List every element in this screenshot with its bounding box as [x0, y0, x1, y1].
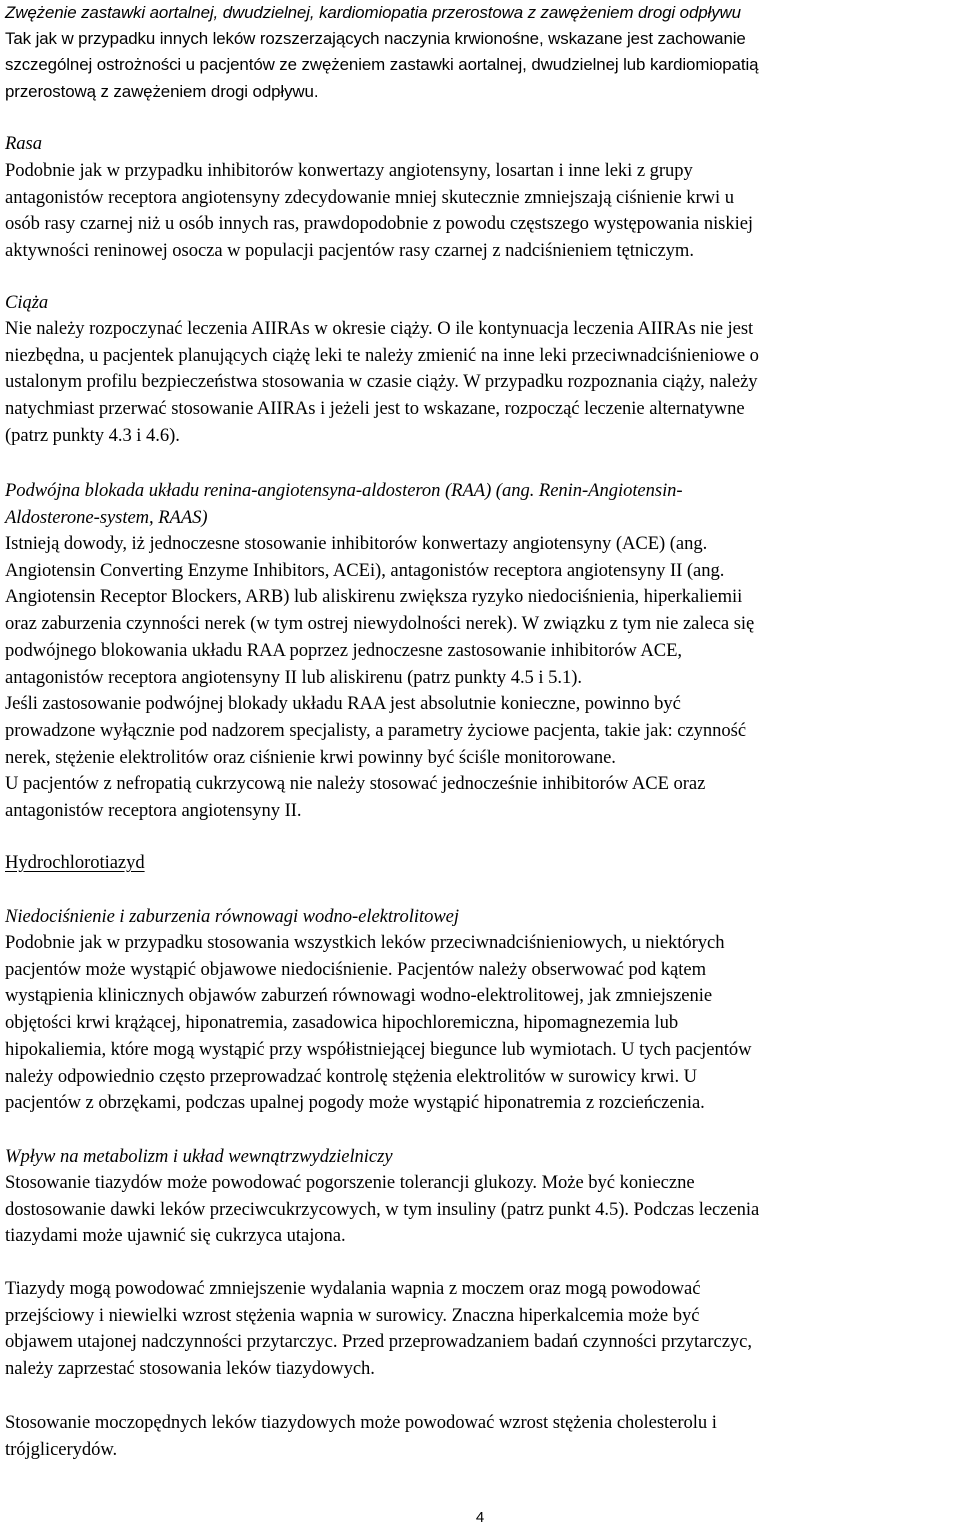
- heading-race: Rasa: [5, 133, 42, 154]
- paragraph-race: Podobnie jak w przypadku inhibitorów konwertazy angiotensyny, losartan i inne leki z grupy antagonistów receptora angiotensyny zdecydowanie mniej skutecznie zmniejszają ciśnienie krwi u osób rasy czarnej niż u osób innych ras, prawdopodobnie z powodu częstszego występowania niskiej aktywności reninowej osocza w populacji pacjentów rasy czarnej z nadciśnieniem tętniczym.: [5, 160, 754, 262]
- heading-aortic-stenosis: Zwężenie zastawki aortalnej, dwudzielnej, kardiomiopatia przerostowa z zawężeniem drogi odpływu: [5, 3, 741, 22]
- heading-hydrochlorothiazide-text: Hydrochlorotiazyd: [5, 852, 145, 873]
- paragraph-pregnancy: Nie należy rozpoczynać leczenia AIIRAs w okresie ciąży. O ile kontynuacja leczenia AIIRAs nie jest niezbędna, u pacjentek planujących ciążę leki te należy zmienić na inne leki przeciwnadciśnieniowe o ustalonym profilu bezpieczeństwa stosowania w czasie ciąży. W przypadku rozpoznania ciąży, należy natychmiast przerwać stosowanie AIIRAs i jeżeli jest to wskazane, rozpocząć leczenie alternatywne (patrz punkty 4.3 i 4.6).: [5, 318, 759, 446]
- heading-metabolism: Wpływ na metabolizm i układ wewnątrzwydzielniczy: [5, 1146, 393, 1167]
- heading-raas-double-blockade: Podwójna blokada układu renina-angiotensyna-aldosteron (RAA) (ang. Renin-Angiotensin- Aldosterone-system, RAAS): [5, 480, 683, 528]
- page-number: 4: [475, 1509, 485, 1526]
- paragraph-aortic-stenosis: Tak jak w przypadku innych leków rozszerzających naczynia krwionośne, wskazane jest zachowanie szczególnej ostrożności u pacjentów ze zwężeniem zastawki aortalnej, dwudzielnej lub kardiomiopatią przerostową z zawężeniem drogi odpływu.: [5, 29, 759, 101]
- heading-hydrochlorothiazide: [5, 850, 957, 877]
- heading-pregnancy: Ciąża: [5, 292, 49, 313]
- paragraph-metabolism-cholesterol: Stosowanie moczopędnych leków tiazydowych może powodować wzrost stężenia cholesterolu i trójglicerydów.: [5, 1412, 717, 1460]
- paragraph-metabolism-glucose: Stosowanie tiazydów może powodować pogorszenie tolerancji glukozy. Może być konieczne dostosowanie dawki leków przeciwcukrzycowych, w tym insuliny (patrz punkt 4.5). Podczas leczenia tiazydami może ujawnić się cukrzyca utajona.: [5, 1172, 760, 1247]
- paragraph-hypotension: Podobnie jak w przypadku stosowania wszystkich leków przeciwnadciśnieniowych, u niektórych pacjentów może wystąpić objawowe niedociśnienie. Pacjentów należy obserwować pod kątem wystąpienia klinicznych objawów zaburzeń równowagi wodno-elektrolitowej, jak zmniejszenie objętości krwi krążącej, hiponatremia, zasadowica hipochloremiczna, hipomagnezemia lub hipokaliemia, które mogą wystąpić przy współistniejącej biegunce lub wymiotach. U tych pacjentów należy odpowiednio często przeprowadzać kontrolę stężenia elektrolitów w surowicy krwi. U pacjentów z obrzękami, podczas upalnej pogody może wystąpić hiponatremia z rozcieńczenia.: [5, 932, 752, 1114]
- paragraph-metabolism-calcium: Tiazydy mogą powodować zmniejszenie wydalania wapnia z moczem oraz mogą powodować przejściowy i niewielki wzrost stężenia wapnia w surowicy. Znaczna hiperkalcemia może być objawem utajonej nadczynności przytarczyc. Przed przeprowadzaniem badań czynności przytarczyc, należy zaprzestać stosowania leków tiazydowych.: [5, 1278, 752, 1380]
- paragraph-raas-double-blockade: Istnieją dowody, iż jednoczesne stosowanie inhibitorów konwertazy angiotensyny (ACE) (ang. Angiotensin Converting Enzyme Inhibitors, ACEi), antagonistów receptora angiotensyny II (ang. Angiotensin Receptor Blockers, ARB) lub aliskirenu zwiększa ryzyko niedociśnienia, hiperkaliemii oraz zaburzenia czynności nerek (w tym ostrej niewydolności nerek). W związku z tym nie zaleca się podwójnego blokowania układu RAA poprzez jednoczesne zastosowanie inhibitorów ACE, antagonistów receptora angiotensyny II lub aliskirenu (patrz punkty 4.5 i 5.1). Jeśli zastosowanie podwójnej blokady układu RAA jest absolutnie konieczne, powinno być prowadzone wyłącznie pod nadzorem specjalisty, a parametry życiowe pacjenta, takie jak: czynność nerek, stężenie elektrolitów oraz ciśnienie krwi powinny być ściśle monitorowane. U pacjentów z nefropatią cukrzycową nie należy stosować jednocześnie inhibitorów ACE oraz antagonistów receptora angiotensyny II.: [5, 533, 755, 822]
- heading-hypotension: Niedociśnienie i zaburzenia równowagi wodno-elektrolitowej: [5, 906, 459, 927]
